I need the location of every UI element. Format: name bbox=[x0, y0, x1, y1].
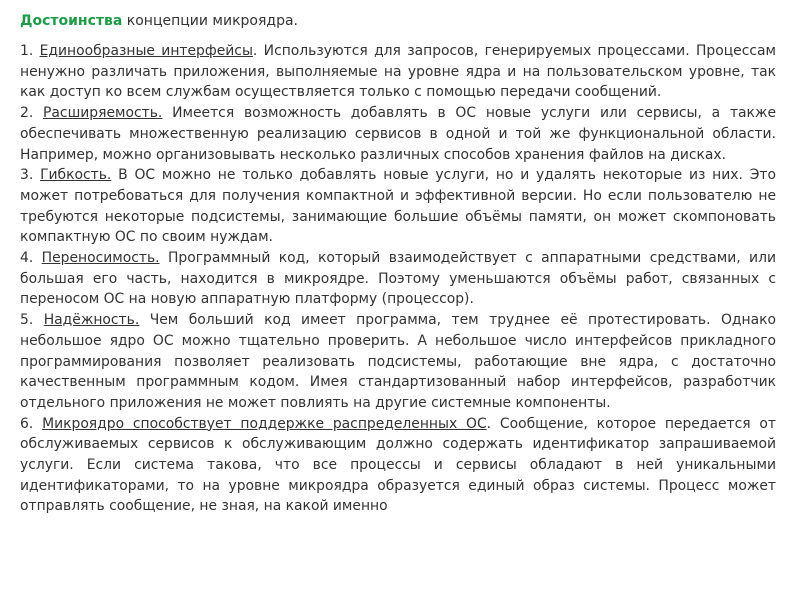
title-rest: концепции микроядра. bbox=[122, 13, 299, 29]
list-item-2 bbox=[20, 103, 776, 165]
item-number: 2. bbox=[20, 105, 44, 122]
list-item-6 bbox=[20, 414, 776, 518]
item-number: 3. bbox=[20, 167, 41, 184]
slide-title bbox=[20, 12, 298, 30]
item-number: 6. bbox=[20, 415, 43, 432]
item-text: Чем больший код имеет программа, тем труднее её протестировать. Однако небольшое ядро ОС можно тщательно проверить. А небольшое число интерфейсов прикладного программирования позволяет реализовать подсистемы, работающие вне ядра, с достаточно качественным программным кодом. Имея стандартизованный набор интерфейсов, разработчик отдельного приложения не может повлиять на другие системные компоненты. bbox=[20, 312, 777, 411]
item-text: . Используются для запросов, генерируемых процессами. Процессам ненужно различать приложения, выполняемые на уровне ядра и на пользовательском уровне, так как доступ ко всем службам осуществляется только с помощью передачи сообщений. bbox=[20, 43, 776, 101]
item-number: 4. bbox=[20, 250, 42, 267]
item-number: 5. bbox=[20, 312, 44, 329]
title-accent: Достоинства bbox=[20, 13, 123, 29]
item-keyword: Надёжность. bbox=[43, 312, 140, 329]
item-keyword: Микроядро способствует поддержке распределенных ОС bbox=[42, 415, 487, 432]
item-text: . Сообщение, которое передается от обслуживаемых сервисов к обслуживающим должно содержать идентификатор запрашиваемой услуги. Если система такова, что все процессы и сервисы обладают в ней уникальными идентификаторами, то на уровне микроядра образуется единый образ системы. Процесс может отправлять сообщение, не зная, на какой именно bbox=[20, 415, 777, 515]
list-item-4 bbox=[20, 248, 776, 310]
item-keyword: Расширяемость. bbox=[43, 105, 163, 122]
item-keyword: Гибкость. bbox=[40, 167, 112, 184]
item-keyword: Переносимость. bbox=[41, 250, 160, 267]
item-number: 1. bbox=[20, 43, 40, 59]
item-text: Программный код, который взаимодействует с аппаратными средствами, или большая его часть, находится в микроядре. Поэтому уменьшаются объёмы работ, связанных с переносом ОС на новую аппаратную платформу (процессор). bbox=[20, 250, 776, 308]
item-text: Имеется возможность добавлять в ОС новые услуги или сервисы, а также обеспечивать множественную реализацию сервисов в одной и той же функциональной области. Например, можно организовывать несколько различных способов хранения файлов на дисках. bbox=[20, 105, 777, 163]
list-item-1 bbox=[20, 41, 776, 103]
list-item-5 bbox=[20, 310, 776, 414]
item-keyword: Единообразные интерфейсы bbox=[39, 43, 253, 59]
slide-body bbox=[20, 41, 776, 517]
item-text: В ОС можно не только добавлять новые услуги, но и удалять некоторые из них. Это может потребоваться для получения компактной и эффективной версии. Но если пользователю не требуются некоторые подсистемы, занимающие большие объёмы памяти, он может скомпоновать компактную ОС по своим нуждам. bbox=[20, 167, 776, 246]
list-item-3 bbox=[20, 165, 776, 248]
